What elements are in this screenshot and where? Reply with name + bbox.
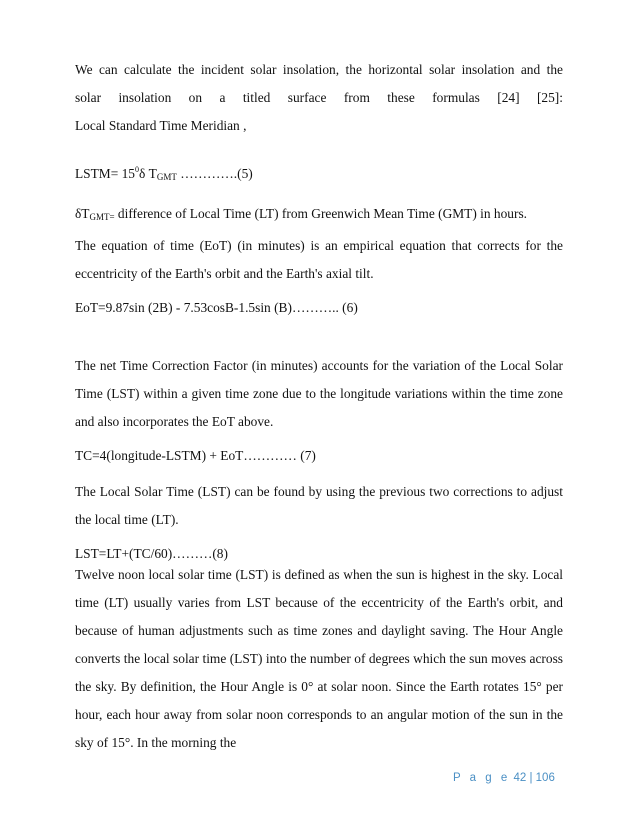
delta-definition-prefix: δT xyxy=(75,206,90,221)
time-correction-description: The net Time Correction Factor (in minutes) accounts for the variation of the Local Solar Time (LST) within a given time zone due to the longitude variations within the time zone and also incorporates the EoT above. xyxy=(75,358,563,429)
intro-line-2: solar insolation on a titled surface from these formulas [24] [25]: xyxy=(75,90,563,105)
equation-5 xyxy=(75,156,563,191)
intro-line-3: Local Standard Time Meridian , xyxy=(75,118,247,133)
page-footer xyxy=(453,772,555,784)
page-label: P a g e xyxy=(453,772,511,784)
equation-5-delta: δ T xyxy=(139,166,157,181)
local-solar-time-description: The Local Solar Time (LST) can be found by using the previous two corrections to adjust the local time (LT). xyxy=(75,484,563,527)
intro-line-1: We can calculate the incident solar insolation, the horizontal solar insolation and the xyxy=(75,62,563,77)
equation-5-suffix: ………….(5) xyxy=(176,166,253,181)
equation-6: EoT=9.87sin (2B) - 7.53cosB-1.5sin (B)……….. (6) xyxy=(75,300,358,315)
eot-description: The equation of time (EoT) (in minutes) is an empirical equation that corrects for the eccentricity of the Earth's orbit and the Earth's axial tilt. xyxy=(75,238,563,281)
equation-7: TC=4(longitude-LSTM) + EoT………… (7) xyxy=(75,448,316,463)
page-separator: | xyxy=(529,772,533,784)
page-total: 106 xyxy=(535,772,555,784)
delta-definition-subscript: GMT= xyxy=(89,212,115,222)
equation-5-prefix: LSTM= 15 xyxy=(75,166,136,181)
solar-noon-paragraph: Twelve noon local solar time (LST) is defined as when the sun is highest in the sky. Local time (LT) usually varies from LST because of the eccentricity of the Earth's orbit, and because of human adjustments such as time zones and daylight saving. The Hour Angle converts the local solar time (LST) into the number of degrees which the sun moves across the sky. By definition, the Hour Angle is 0° at solar noon. Since the Earth rotates 15° per hour, each hour away from solar noon corresponds to an angular motion of the sun in the sky of 15°. In the morning the xyxy=(75,567,563,750)
equation-5-superscript: 0 xyxy=(135,165,140,174)
delta-definition xyxy=(75,200,563,231)
delta-definition-text: difference of Local Time (LT) from Greenwich Mean Time (GMT) in hours. xyxy=(114,206,527,221)
page-number: 42 xyxy=(513,772,527,784)
equation-5-subscript: GMT xyxy=(156,172,177,182)
equation-8: LST=LT+(TC/60)………(8) xyxy=(75,546,228,561)
